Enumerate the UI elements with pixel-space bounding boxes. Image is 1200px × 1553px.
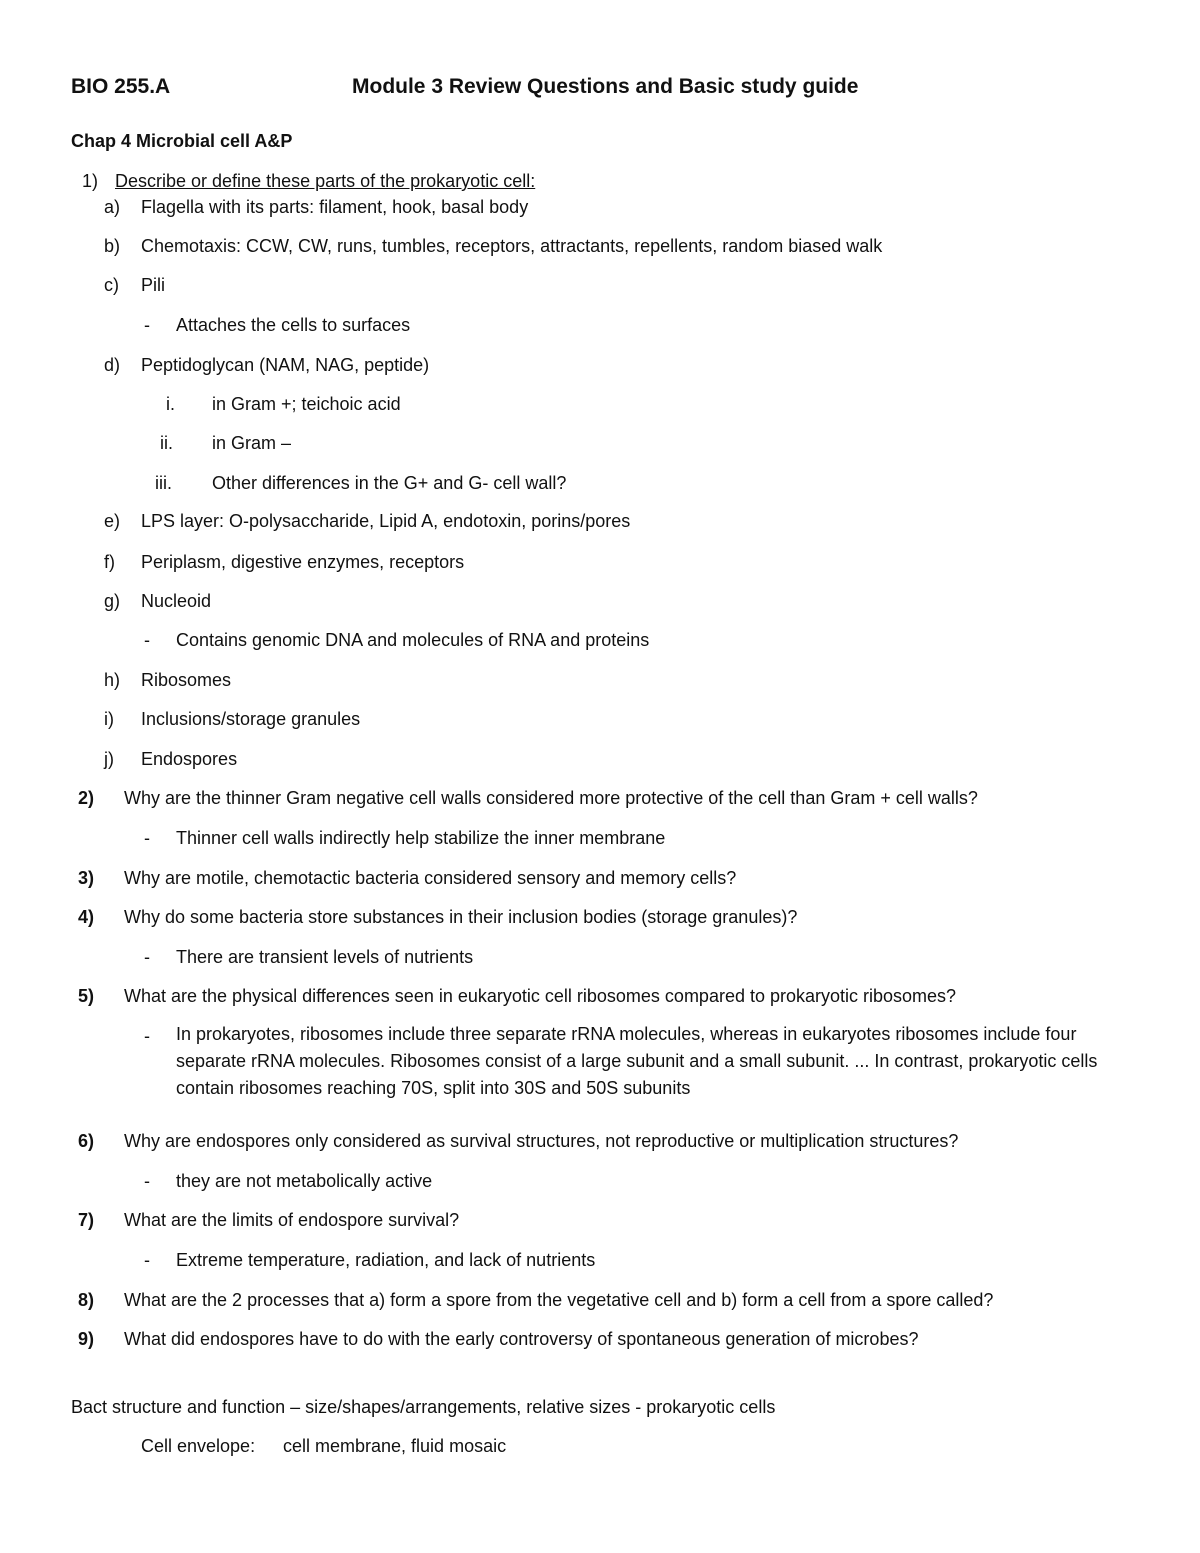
roman-label: i. (166, 394, 175, 414)
question-answer: Extreme temperature, radiation, and lack of nutrients (176, 1250, 596, 1270)
q1-item-text: Peptidoglycan (NAM, NAG, peptide) (141, 355, 430, 375)
question-number: 6) (78, 1131, 95, 1151)
question-number: 9) (78, 1329, 95, 1349)
question-text: What are the limits of endospore survival? (124, 1210, 460, 1230)
answer-dash: - (144, 1171, 150, 1191)
q1-item-text: Nucleoid (141, 591, 212, 611)
question-text: Why are endospores only considered as survival structures, not reproductive or multiplication structures? (124, 1131, 959, 1151)
cell-envelope-label: Cell envelope: (141, 1436, 256, 1456)
q1-item-text: Inclusions/storage granules (141, 709, 361, 729)
q1-item-label: c) (104, 275, 119, 295)
q1-item-label: g) (104, 591, 121, 611)
q1-text: Describe or define these parts of the prokaryotic cell: (115, 171, 536, 191)
nucleoid-answer: Contains genomic DNA and molecules of RNA and proteins (176, 630, 650, 650)
question-number: 5) (78, 986, 95, 1006)
answer-dash: - (144, 315, 150, 335)
pili-answer: Attaches the cells to surfaces (176, 315, 411, 335)
q1-item-text: Flagella with its parts: filament, hook, basal body (141, 197, 529, 217)
q1-item-label: j) (104, 749, 114, 769)
answer-dash: - (144, 1250, 150, 1270)
question-text: What are the 2 processes that a) form a spore from the vegetative cell and b) form a cell from a spore called? (124, 1290, 994, 1310)
q1-number: 1) (82, 171, 99, 191)
roman-text: Other differences in the G+ and G- cell wall? (212, 473, 567, 493)
q1-item-label: e) (104, 511, 121, 531)
cell-envelope-text: cell membrane, fluid mosaic (283, 1436, 507, 1456)
answer-dash: - (144, 630, 150, 650)
q1-item-label: f) (104, 552, 115, 572)
roman-text: in Gram +; teichoic acid (212, 394, 401, 414)
q1-item-label: a) (104, 197, 121, 217)
q1-item-text: LPS layer: O-polysaccharide, Lipid A, endotoxin, porins/pores (141, 511, 631, 531)
q1-item-label: h) (104, 670, 121, 690)
question-number: 3) (78, 868, 95, 888)
q1-item-text: Pili (141, 275, 166, 295)
answer-dash: - (144, 1026, 150, 1046)
bact-structure-line: Bact structure and function – size/shapes/arrangements, relative sizes - prokaryotic cells (71, 1397, 776, 1417)
q1-item-text: Ribosomes (141, 670, 232, 690)
q1-item-label: b) (104, 236, 121, 256)
chapter-heading: Chap 4 Microbial cell A&P (71, 131, 293, 151)
q1-item-label: i) (104, 709, 114, 729)
answer-dash: - (144, 828, 150, 848)
question-text: Why do some bacteria store substances in their inclusion bodies (storage granules)? (124, 907, 798, 927)
document-title: Module 3 Review Questions and Basic study guide (352, 75, 859, 98)
q1-item-text: Chemotaxis: CCW, CW, runs, tumbles, receptors, attractants, repellents, random biased walk (141, 236, 883, 256)
roman-text: in Gram – (212, 433, 292, 453)
question-text: Why are the thinner Gram negative cell walls considered more protective of the cell than Gram + cell walls? (124, 788, 978, 808)
answer-dash: - (144, 947, 150, 967)
q1-item-label: d) (104, 355, 121, 375)
question-answer: Thinner cell walls indirectly help stabilize the inner membrane (176, 828, 666, 848)
q1-item-text: Periplasm, digestive enzymes, receptors (141, 552, 465, 572)
question-text: Why are motile, chemotactic bacteria considered sensory and memory cells? (124, 868, 737, 888)
q1-item-text: Endospores (141, 749, 238, 769)
question-text: What did endospores have to do with the early controversy of spontaneous generation of microbes? (124, 1329, 919, 1349)
question-number: 8) (78, 1290, 95, 1310)
question-answer: In prokaryotes, ribosomes include three separate rRNA molecules, whereas in eukaryotes ribosomes include four separate rRNA molecules. Ribosomes consist of a large subunit and a small subunit. ... In contrast, prokaryotic cells contain ribosomes reaching 70S, split into 30S and 50S subunits (176, 1024, 1098, 1098)
question-number: 4) (78, 907, 95, 927)
roman-label: iii. (155, 473, 172, 493)
question-answer: they are not metabolically active (176, 1171, 433, 1191)
question-number: 7) (78, 1210, 95, 1230)
question-text: What are the physical differences seen in eukaryotic cell ribosomes compared to prokaryotic ribosomes? (124, 986, 957, 1006)
roman-label: ii. (160, 433, 173, 453)
question-answer: There are transient levels of nutrients (176, 947, 474, 967)
course-code: BIO 255.A (71, 75, 171, 98)
question-number: 2) (78, 788, 95, 808)
